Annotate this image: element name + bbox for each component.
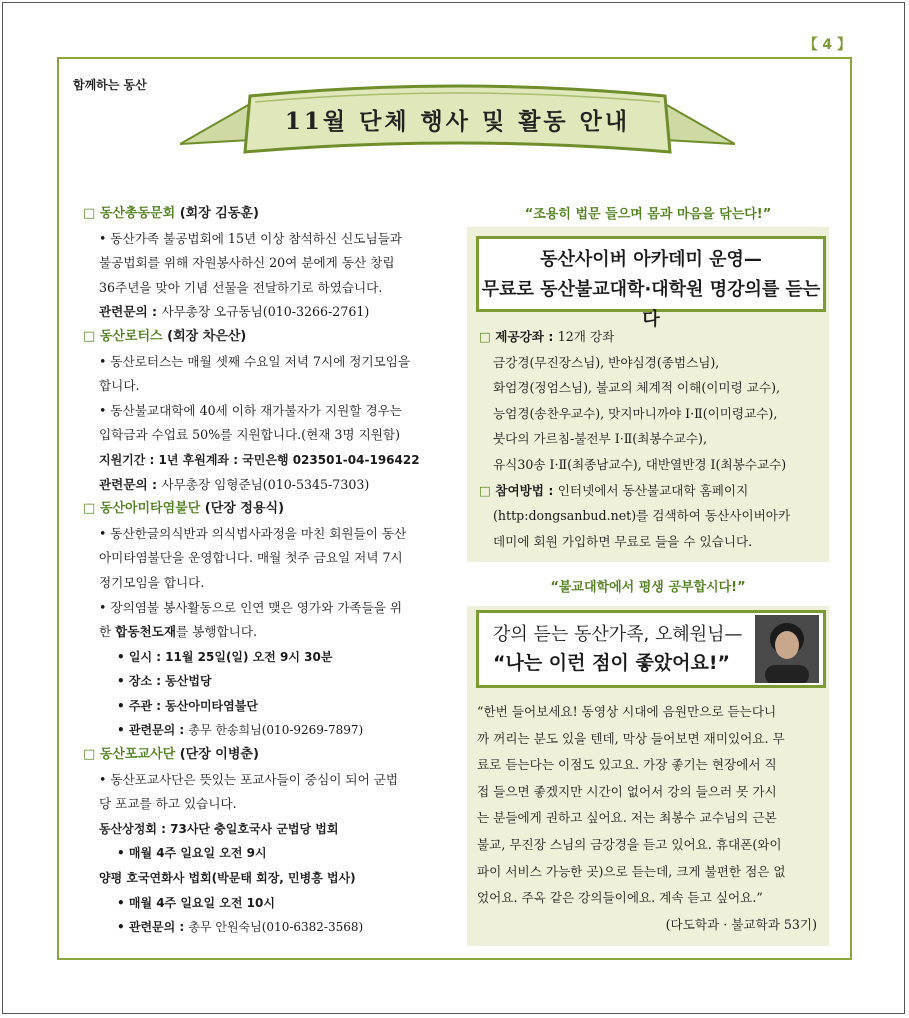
testimonial-body	[477, 699, 823, 938]
event-title: 동산상정회 : 73사단 충일호국사 군법당 법회	[99, 821, 339, 836]
quote-line: 었어요. 주옥 같은 강의들이에요. 계속 듣고 싶어요.”	[477, 890, 763, 906]
banner-title: 11월 단체 행사 및 활동 안내	[284, 108, 631, 135]
title-line: 동산사이버 아카데미 운영—	[540, 249, 762, 270]
lecture-item: 능엄경(송찬우교수), 맛지마니까야 Ⅰ·Ⅱ(이미령교수),	[493, 405, 778, 421]
event-item: • 매월 4주 일요일 오전 9시	[117, 846, 267, 861]
event-item: • 일시 : 11월 25일(일) 오전 9시 30분	[117, 649, 333, 664]
quote-heading: “조용히 법문 들으며 몸과 마음을 닦는다!”	[524, 207, 772, 222]
body-line: 합니다.	[99, 378, 140, 394]
quote-line: 는 분들에게 권하고 싶어요. 저는 최봉수 교수님의 근본	[477, 810, 777, 826]
portrait-photo	[755, 615, 819, 683]
org-heading: □ 동산포교사단 (단장 이병춘)	[83, 747, 259, 763]
body-line: • 동산가족 불공법회에 15년 이상 참석하신 신도님들과	[99, 230, 402, 246]
lecture-item: 화엄경(정엄스님), 불교의 체계적 이해(이미령 교수),	[493, 380, 780, 396]
body-line: 당 포교를 하고 있습니다.	[99, 796, 237, 812]
testimonial-title	[476, 610, 826, 688]
title-line: “나는 이런 점이 좋았어요!”	[493, 652, 731, 674]
body-line: • 동산한글의식반과 의식법사과정을 마친 회원들이 동산	[99, 525, 407, 541]
section-label: 함께하는 동산	[73, 78, 147, 92]
quote-line: 료로 듣는다는 이점도 있고요. 가장 좋기는 현장에서 직	[477, 757, 777, 773]
quote-line: 파이 서비스 가능한 곳)으로 듣는데, 크게 불편한 점은 없	[477, 863, 786, 879]
quote-line: 불교, 무진장 스님의 금강경을 듣고 있어요. 휴대폰(와이	[477, 836, 782, 852]
contact-line: 관련문의 : 사무총장 임형준님(010-5345-7303)	[99, 476, 370, 492]
method-line: □ 참여방법 : 인터넷에서 동산불교대학 홈페이지	[479, 482, 749, 498]
title-line: 강의 듣는 동산가족, 오혜원님—	[493, 624, 743, 645]
body-line: • 동산불교대학에 40세 이하 재가불자가 지원할 경우는	[99, 402, 402, 418]
body-line: 36주년을 맞아 기념 선물을 전달하기로 하였습니다.	[99, 279, 383, 295]
event-item: • 주관 : 동산아미타염불단	[117, 698, 258, 713]
quote-line: 까 꺼리는 분도 있을 텐데, 막상 들어보면 재미있어요. 무	[477, 730, 785, 746]
body-line: • 장의염불 봉사활동으로 인연 맺은 영가와 가족들을 위	[99, 599, 403, 615]
event-title: 양평 호국연화사 법회(박문태 회장, 민병흥 법사)	[99, 871, 356, 886]
event-item: • 장소 : 동산법당	[117, 674, 212, 689]
org-heading: □ 동산아미타염불단 (단장 정용식)	[83, 501, 285, 517]
contact-line: 관련문의 : 사무총장 오규동님(010-3266-2761)	[99, 304, 370, 320]
lecture-item: 유식30송 Ⅰ·Ⅱ(최종남교수), 대반열반경 Ⅰ(최봉수교수)	[493, 456, 787, 472]
method-line: (http:dongsanbud.net)를 검색하여 동산사이버아카	[493, 508, 791, 524]
contact-line: • 관련문의 : 총무 한송희님(010-9269-7897)	[117, 723, 364, 738]
body-line: 한 합동천도재를 봉행합니다.	[99, 624, 257, 640]
person-icon	[755, 615, 819, 683]
body-line: 정기모임을 합니다.	[99, 574, 205, 590]
body-line: 아미타염불단을 운영합니다. 매월 첫주 금요일 저녁 7시	[99, 550, 403, 566]
support-line: 지원기간 : 1년 후원계좌 : 국민은행 023501-04-196422	[99, 452, 420, 467]
lecture-item: 금강경(무진장스님), 반야심경(종범스님),	[493, 354, 720, 370]
cyber-academy-title	[476, 236, 826, 330]
title-banner	[180, 82, 735, 177]
org-heading: □ 동산로터스 (회장 차은산)	[83, 328, 247, 344]
left-column	[83, 202, 453, 940]
method-line: 데미에 회원 가입하면 무료로 들을 수 있습니다.	[493, 533, 753, 549]
event-item: • 매월 4주 일요일 오전 10시	[117, 895, 275, 910]
contact-line: • 관련문의 : 총무 안원숙님(010-6382-3568)	[117, 920, 364, 935]
org-heading: □ 동산총동문회 (회장 김동훈)	[83, 206, 259, 221]
body-line: 불공법회를 위해 자원봉사하신 20여 분에게 동산 창립	[99, 255, 395, 271]
quote-line: 접 들으면 좋겠지만 시간이 없어서 강의 들으러 못 가시	[477, 783, 777, 799]
body-line: • 동산로터스는 매월 셋째 수요일 저녁 7시에 정기모임을	[99, 353, 411, 369]
quote-heading: “불교대학에서 평생 공부합시다!”	[550, 580, 746, 595]
signature: (다도학과 · 불교학과 53기)	[665, 916, 817, 932]
cyber-academy-body	[479, 324, 821, 554]
quote-line: “한번 들어보세요! 동영상 시대에 음원만으로 듣는다니	[477, 704, 777, 719]
body-line: 입학금과 수업료 50%를 지원합니다.(현재 3명 지원함)	[99, 427, 400, 443]
lectures-line: □ 제공강좌 : 12개 강좌	[479, 329, 615, 344]
lecture-item: 붓다의 가르침-불전부 Ⅰ·Ⅱ(최봉수교수),	[493, 431, 707, 447]
title-line: 무료로 동산불교대학·대학원 명강의를 듣는다	[481, 279, 821, 330]
body-line: • 동산포교사단은 뜻있는 포교사들이 중심이 되어 군법	[99, 771, 399, 787]
page-number: 【 4 】	[803, 37, 851, 53]
